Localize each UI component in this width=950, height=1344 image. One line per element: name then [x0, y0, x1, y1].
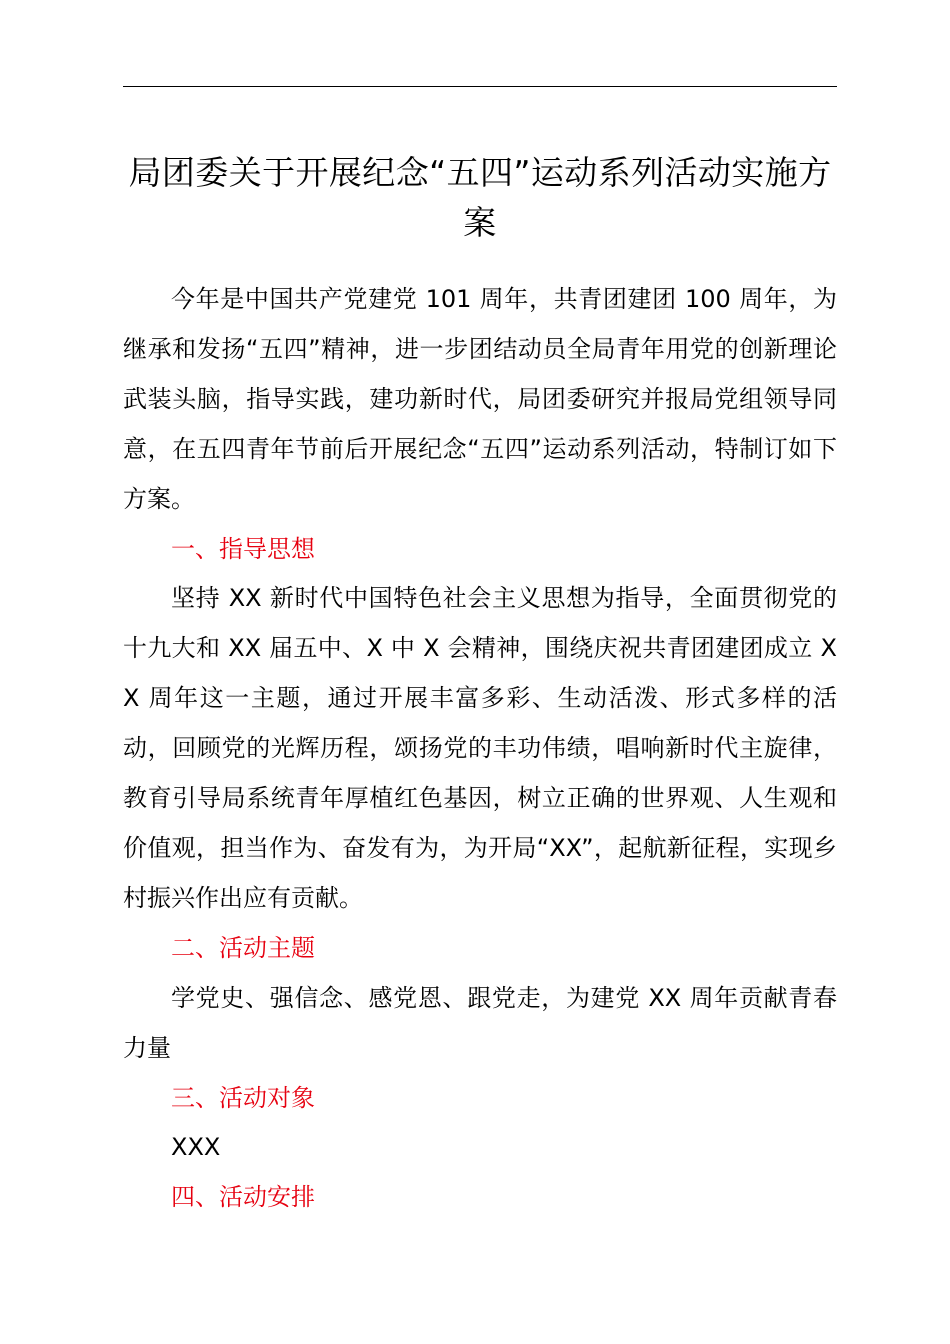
document-title: 局团委关于开展纪念“五四”运动系列活动实施方案: [128, 153, 832, 242]
section-body-activity-theme: 学党史、强信念、感党恩、跟党走，为建党 XX 周年贡献青春力量: [123, 983, 837, 1062]
document-body: [123, 275, 837, 1223]
section-heading-guiding-ideology: 一、指导思想: [171, 534, 315, 563]
section-body-activity-target: XXX: [171, 1133, 221, 1162]
header-rule: [123, 86, 837, 87]
section-heading-activity-target: 三、活动对象: [171, 1083, 315, 1112]
section-heading-activity-arrangement: 四、活动安排: [171, 1183, 315, 1212]
section-body-guiding-ideology: 坚持 XX 新时代中国特色社会主义思想为指导，全面贯彻党的十九大和 XX 届五中、X 中 X 会精神，围绕庆祝共青团建团成立 XX 周年这一主题，通过开展丰富多彩、生动活泼、形式多样的活动，回顾党的光辉历程，颂扬党的丰功伟绩，唱响新时代主旋律，教育引导局系统青年厚植红色基因，树立正确的世界观、人生观和价值观，担当作为、奋发有为，为开局“XX”，起航新征程，实现乡村振兴作出应有贡献。: [123, 584, 837, 912]
section-heading-activity-theme: 二、活动主题: [171, 933, 315, 962]
intro-paragraph: 今年是中国共产党建党 101 周年，共青团建团 100 周年，为继承和发扬“五四”精神，进一步团结动员全局青年用党的创新理论武装头脑，指导实践，建功新时代，局团委研究并报局党组领导同意，在五四青年节前后开展纪念“五四”运动系列活动，特制订如下方案。: [123, 285, 837, 513]
